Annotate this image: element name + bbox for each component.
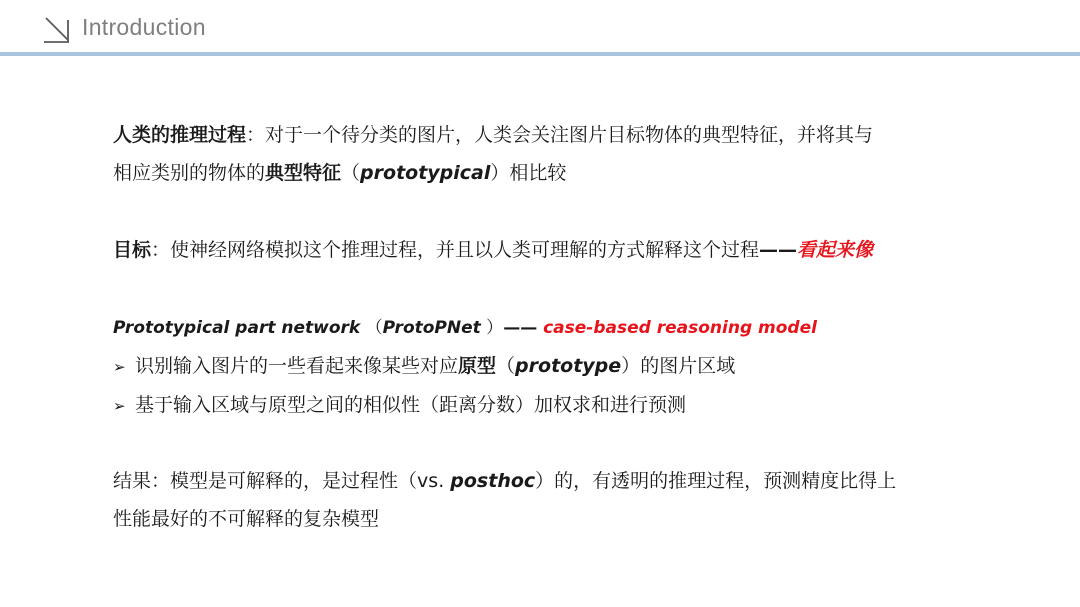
reasoning-lead: 人类的推理过程	[113, 124, 247, 146]
prototype-term: 原型	[458, 355, 497, 377]
arrow-bullet-icon: ➢	[113, 358, 126, 376]
arrow-bullet-icon: ➢	[113, 397, 126, 415]
goal-lead: 目标	[113, 239, 152, 261]
protopnet-highlight: case-based reasoning model	[537, 318, 817, 338]
goal-paragraph: 目标：使神经网络模拟这个推理过程，并且以人类可理解的方式解释这个过程——看起来像	[113, 239, 874, 261]
slide-title: Introduction	[82, 14, 206, 40]
reasoning-text: 对于一个待分类的图片，人类会关注图片目标物体的典型特征，并将其与	[265, 124, 874, 146]
posthoc-term: posthoc	[450, 470, 536, 492]
prototypical-term: prototypical	[360, 162, 491, 184]
goal-highlight: 看起来像	[797, 239, 874, 261]
typical-feature-term: 典型特征	[265, 162, 342, 184]
result-lead: 结果	[113, 470, 152, 492]
header-divider	[0, 52, 1080, 56]
reasoning-paragraph: 人类的推理过程：对于一个待分类的图片，人类会关注图片目标物体的典型特征，并将其与 相应类别的物体的典型特征（prototypical）相比较	[113, 124, 874, 184]
corner-arrow-icon	[42, 12, 72, 46]
protopnet-title: Prototypical part network	[113, 318, 361, 338]
goal-text: 使神经网络模拟这个推理过程，并且以人类可理解的方式解释这个过程	[170, 239, 760, 261]
protopnet-section: Prototypical part network （ProtoPNet ）—— case-based reasoning model ➢ 识别输入图片的一些看起来像某些对应原型（prototype）的图片区域 ➢ 基于输入区域与原型之间的相似性（距离分数）加权求和进行预测	[113, 309, 983, 425]
protopnet-abbr: ProtoPNet	[382, 318, 481, 338]
list-item: ➢ 识别输入图片的一些看起来像某些对应原型（prototype）的图片区域	[113, 347, 983, 386]
list-item: ➢ 基于输入区域与原型之间的相似性（距离分数）加权求和进行预测	[113, 386, 983, 425]
result-paragraph: 结果：模型是可解释的，是过程性（vs. posthoc）的，有透明的推理过程，预测精度比得上 性能最好的不可解释的复杂模型	[113, 470, 897, 530]
slide-header	[0, 0, 1080, 60]
